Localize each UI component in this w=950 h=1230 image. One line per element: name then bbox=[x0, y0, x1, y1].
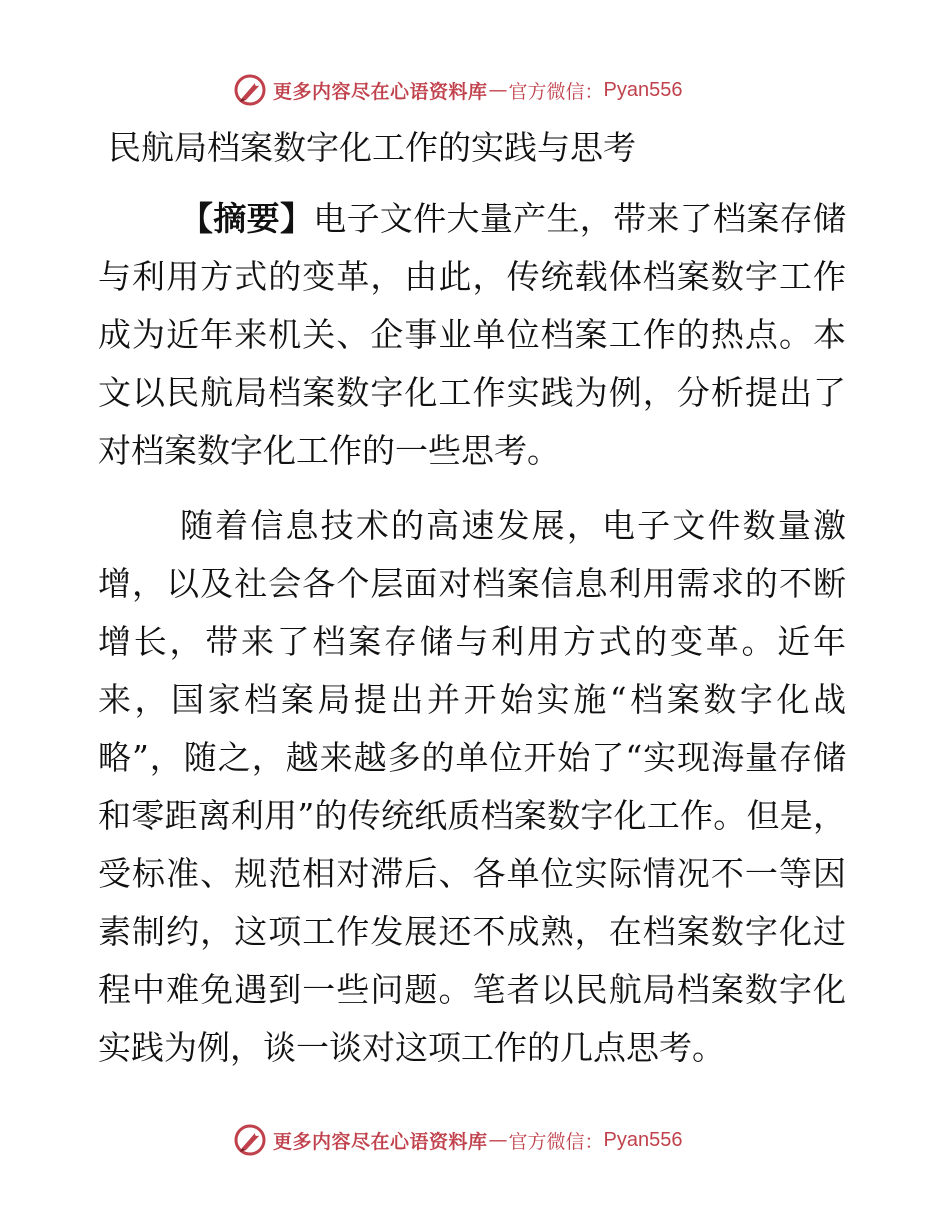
watermark-main-text: 更多内容尽在心语资料库 bbox=[273, 1130, 488, 1153]
abstract-paragraph bbox=[98, 190, 846, 480]
watermark-wechat-label: 官方微信： bbox=[508, 1130, 604, 1153]
document-title: 民航局档案数字化工作的实践与思考 bbox=[108, 128, 636, 167]
watermark-footer bbox=[233, 1120, 683, 1160]
watermark-main-text: 更多内容尽在心语资料库 bbox=[273, 80, 488, 103]
watermark-wechat-id: Pyan556 bbox=[603, 1128, 683, 1151]
pen-logo-icon bbox=[233, 1123, 267, 1157]
watermark-wechat-id: Pyan556 bbox=[603, 78, 683, 101]
abstract-label: 【摘要】 bbox=[180, 199, 314, 238]
pen-logo-icon bbox=[233, 73, 267, 107]
watermark-wechat-label: 官方微信： bbox=[508, 80, 604, 103]
watermark-dash: — bbox=[488, 1129, 508, 1151]
watermark-header bbox=[233, 70, 683, 110]
body-paragraph: 随着信息技术的高速发展，电子文件数量激增，以及社会各个层面对档案信息利用需求的不断增长，带来了档案存储与利用方式的变革。近年来，国家档案局提出并开始实施“档案数字化战略”，随之，越来越多的单位开始了“实现海量存储和零距离利用”的传统纸质档案数字化工作。但是，受标准、规范相对滞后、各单位实际情况不一等因素制约，这项工作发展还不成熟，在档案数字化过程中难免遇到一些问题。笔者以民航局档案数字化实践为例，谈一谈对这项工作的几点思考。 bbox=[98, 506, 846, 1067]
abstract-text: 电子文件大量产生，带来了档案存储与利用方式的变革，由此，传统载体档案数字工作成为近年来机关、企事业单位档案工作的热点。本文以民航局档案数字化工作实践为例，分析提出了对档案数字化工作的一些思考。 bbox=[98, 199, 847, 470]
watermark-dash: — bbox=[488, 79, 508, 101]
